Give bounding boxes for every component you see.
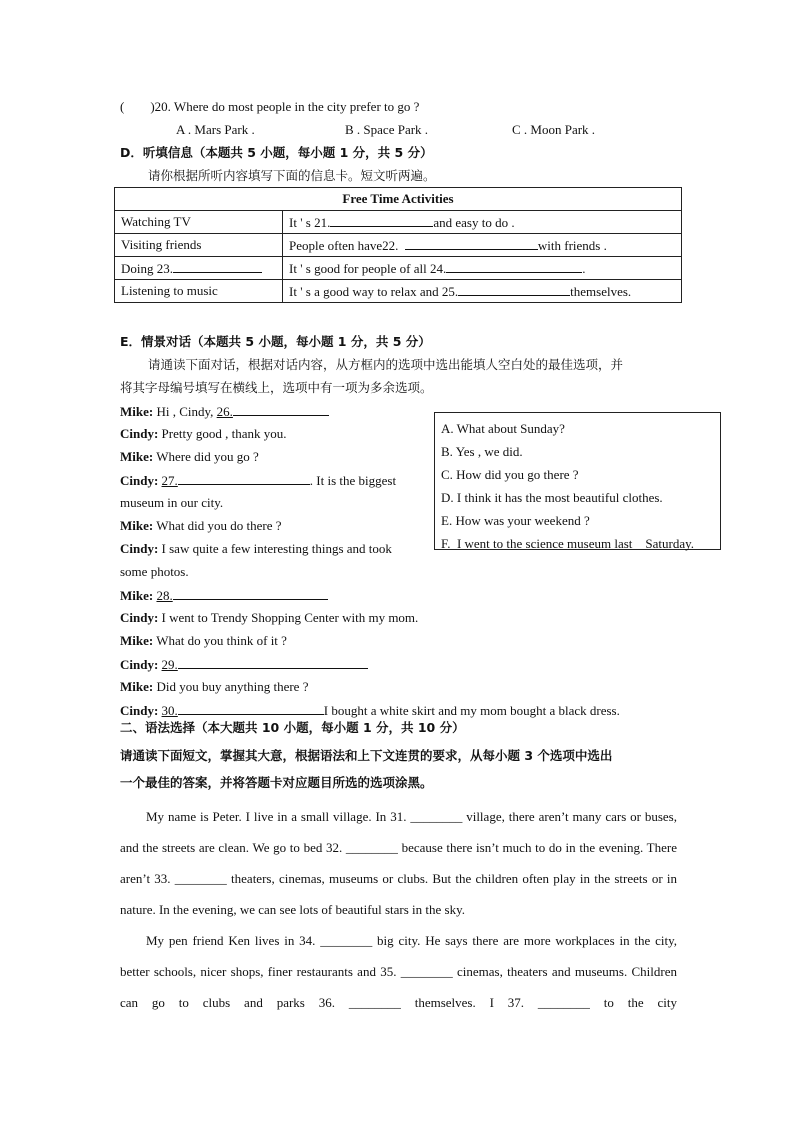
section-d-instruction: 请你根据所听内容填写下面的信息卡。短文听两遍。	[148, 168, 436, 183]
speaker-cindy: Cindy:	[120, 657, 159, 672]
dialogue-line-8	[120, 610, 418, 626]
number-27: 27.	[161, 473, 178, 488]
cell-text: People often have22.	[289, 237, 405, 253]
blank-23[interactable]	[173, 260, 262, 273]
line-text: . It is the biggest	[309, 473, 397, 488]
question-20-text: 20. Where do most people in the city prefer to go ?	[154, 99, 420, 114]
q20-option-a: A . Mars Park .	[176, 122, 255, 137]
activity-cell: Listening to music	[115, 280, 283, 303]
blank-24[interactable]	[446, 260, 582, 273]
info-card-table	[114, 187, 682, 303]
line-text: Where did you go ?	[153, 449, 259, 464]
line-text: I saw quite a few interesting things and took	[158, 541, 392, 556]
cell-text: Doing 23.	[121, 260, 173, 276]
speaker-cindy: Cindy:	[120, 610, 159, 625]
description-cell	[283, 257, 682, 280]
cell-text: It ' s 21.	[289, 214, 331, 230]
activity-cell: Visiting friends	[115, 234, 283, 257]
options-box	[434, 412, 721, 550]
blank-27[interactable]	[178, 472, 310, 485]
description-cell	[283, 211, 682, 234]
blank-22[interactable]	[405, 237, 538, 250]
table-header: Free Time Activities	[115, 188, 682, 211]
dialogue-line-10	[120, 656, 368, 673]
option-c: C. How did you go there ?	[441, 467, 579, 482]
passage-paragraph-1: My name is Peter. I live in a small village. In 31. ________ village, there aren’t many cars or buses, and the streets are clean. We go to bed 32. ________ because there isn’t much to do in the evening. There aren’t 33. ________ theaters, cinemas, museums or clubs. But the children often play in the streets or in nature. In the evening, we can see lots of beautiful stars in the sky.	[120, 809, 677, 917]
dialogue-line-12	[120, 702, 620, 719]
part-2-instruction-1: 请通读下面短文，掌握其大意，根据语法和上下文连贯的要求，从每小题 3 个选项中选出	[120, 748, 613, 763]
cell-text: and easy to do .	[433, 214, 515, 230]
question-20	[120, 99, 419, 115]
activity-cell	[115, 257, 283, 280]
line-text: What do you think of it ?	[153, 633, 287, 648]
speaker-cindy: Cindy:	[120, 541, 159, 556]
dialogue-line-4b: museum in our city.	[120, 495, 224, 510]
speaker-cindy: Cindy:	[120, 473, 159, 488]
reading-passage	[120, 801, 677, 1018]
table-row	[115, 257, 682, 280]
table-header-row	[115, 188, 682, 211]
table-row	[115, 211, 682, 234]
cell-text: It ' s good for people of all 24.	[289, 260, 447, 276]
table-row	[115, 280, 682, 303]
line-text: I went to Trendy Shopping Center with my mom.	[158, 610, 419, 625]
part-2-instruction-2: 一个最佳的答案，并将答题卡对应题目所选的选项涂黑。	[120, 775, 433, 790]
speaker-mike: Mike:	[120, 449, 154, 464]
blank-29[interactable]	[178, 656, 368, 669]
option-f: F. I went to the science museum last Saturday.	[441, 536, 695, 551]
dialogue-line-3	[120, 449, 259, 465]
dialogue-line-4	[120, 472, 396, 489]
blank-26[interactable]	[233, 403, 329, 416]
line-text: I bought a white skirt and my mom bought a black dress.	[323, 703, 620, 718]
description-cell	[283, 234, 682, 257]
option-a: A. What about Sunday?	[441, 421, 565, 436]
cell-text: .	[582, 260, 586, 276]
speaker-mike: Mike:	[120, 588, 154, 603]
dialogue-line-5	[120, 518, 282, 534]
passage-paragraph-2: My pen friend Ken lives in 34. ________ big city. He says there are more workplaces in the city, better schools, nicer shops, finer restaurants and 35. ________ cinemas, theaters and museums. Children can go to clubs and parks 36. ________ themselves. I 37. ________ to the city	[120, 933, 677, 1010]
option-d: D. I think it has the most beautiful clothes.	[441, 490, 663, 505]
number-26: 26.	[216, 404, 233, 419]
section-e-instruction-1: 请通读下面对话，根据对话内容，从方框内的选项中选出能填人空白处的最佳选项，并	[148, 357, 624, 372]
number-28: 28.	[156, 588, 173, 603]
section-e-title: E．情景对话（本题共 5 小题，每小题 1 分，共 5 分）	[120, 334, 431, 349]
speaker-mike: Mike:	[120, 679, 154, 694]
blank-28[interactable]	[173, 587, 328, 600]
section-e-instruction-2: 将其字母编号填写在横线上，选项中有一项为多余选项。	[120, 380, 433, 395]
number-29: 29.	[161, 657, 178, 672]
option-b: B. Yes , we did.	[441, 444, 523, 459]
blank-21[interactable]	[330, 214, 433, 227]
activity-cell: Watching TV	[115, 211, 283, 234]
dialogue-line-9	[120, 633, 287, 649]
dialogue-line-2	[120, 426, 286, 442]
q20-option-b: B . Space Park .	[345, 122, 429, 137]
q20-option-c: C . Moon Park .	[512, 122, 596, 137]
option-e: E. How was your weekend ?	[441, 513, 590, 528]
number-30: 30.	[161, 703, 178, 718]
cell-text: with friends .	[537, 237, 607, 253]
dialogue-line-6	[120, 541, 392, 557]
dialogue-line-6b: some photos.	[120, 564, 189, 579]
table-row	[115, 234, 682, 257]
dialogue-line-7	[120, 587, 328, 604]
blank-30[interactable]	[178, 702, 324, 715]
dialogue-line-1	[120, 403, 329, 420]
speaker-mike: Mike:	[120, 518, 154, 533]
cell-text: themselves.	[570, 283, 632, 299]
speaker-cindy: Cindy:	[120, 426, 159, 441]
speaker-cindy: Cindy:	[120, 703, 159, 718]
cell-text: It ' s a good way to relax and 25.	[289, 283, 459, 299]
line-text: Hi , Cindy,	[153, 404, 217, 419]
speaker-mike: Mike:	[120, 404, 154, 419]
line-text: What did you do there ?	[153, 518, 282, 533]
line-text: Pretty good , thank you.	[158, 426, 287, 441]
section-d-title: D．听填信息（本题共 5 小题，每小题 1 分，共 5 分）	[120, 145, 433, 160]
line-text: Did you buy anything there ?	[153, 679, 309, 694]
answer-paren: ( )	[120, 99, 155, 114]
part-2-title: 二、语法选择（本大题共 10 小题，每小题 1 分，共 10 分）	[120, 720, 465, 735]
description-cell	[283, 280, 682, 303]
blank-25[interactable]	[458, 283, 570, 296]
dialogue-line-11	[120, 679, 308, 695]
speaker-mike: Mike:	[120, 633, 154, 648]
